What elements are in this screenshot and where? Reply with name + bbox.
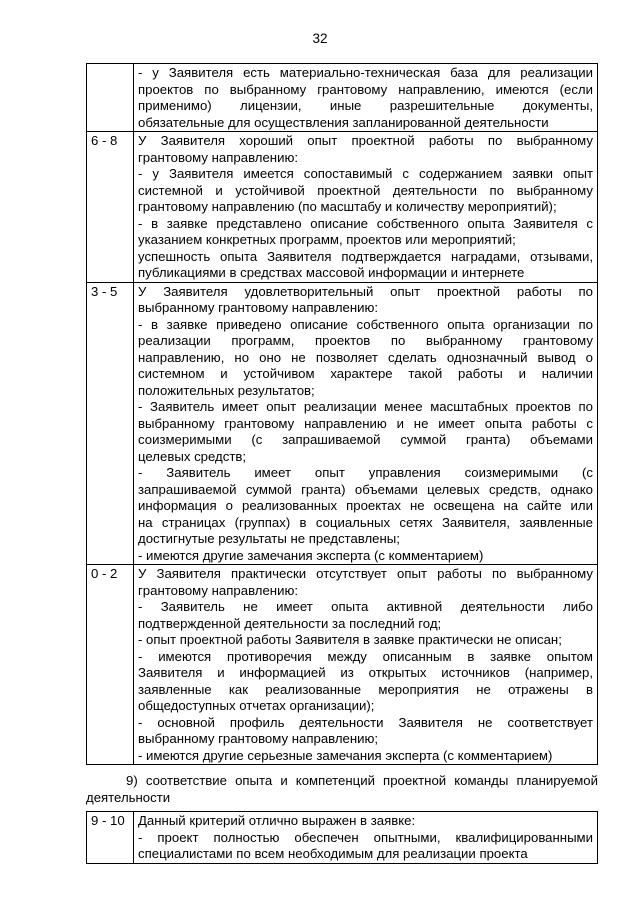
criteria-row — [87, 282, 598, 565]
description-line: проектов по выбранному грантовому направлению, имеются (если — [138, 81, 593, 97]
description-line: применимо) лицензии, иные разрешительные документы, — [138, 98, 593, 113]
description-line: - в заявке приведено описание собственного опыта организации по — [138, 316, 593, 332]
description-line: успешность опыта Заявителя подтверждается наградами, отзывами, — [138, 248, 593, 264]
description-line: направлению, но оно не позволяет сделать однозначный вывод о — [138, 349, 593, 365]
criteria-row — [87, 565, 598, 765]
description-line: соизмеримыми (с запрашиваемой суммой гранта) объемами — [138, 432, 593, 447]
description-line: системном и устойчивом характере такой работы и наличии — [138, 366, 593, 381]
description-line: целевых средств; — [138, 448, 247, 464]
description-line: У Заявителя удовлетворительный опыт проектной работы по — [138, 283, 593, 299]
description-line: публикациями в средствах массовой информации и интернете — [138, 265, 525, 280]
description-line: - проект полностью обеспечен опытными, квалифицированными — [138, 829, 593, 845]
score-range: 6 - 8 — [87, 132, 134, 283]
criteria-description — [134, 565, 598, 765]
description-line: общедоступных отчетах организации); — [138, 698, 375, 713]
description-line: указанием конкретных программ, проектов или мероприятий; — [138, 232, 516, 247]
criteria-description — [134, 812, 598, 864]
description-line: информация о реализованных проектах не освещена на сайте или — [138, 498, 593, 513]
description-line: подтвержденной деятельности за последний год; — [138, 615, 442, 631]
criteria-table — [86, 63, 598, 765]
description-line: выбранному грантовому направлению и не имеет опыта работы с — [138, 415, 593, 431]
description-line: запрашиваемой суммой гранта) объемами целевых средств, однако — [138, 481, 593, 497]
description-line: - имеются другие серьезные замечания эксперта (с комментарием) — [138, 747, 553, 763]
criteria-row — [87, 812, 598, 864]
description-line: положительных результатов; — [138, 382, 315, 398]
score-range: 3 - 5 — [87, 282, 134, 565]
criteria-description — [134, 132, 598, 283]
description-line: - Заявитель не имеет опыта активной деятельности либо — [138, 599, 593, 614]
description-line: - имеются противоречия между описанным в заявке опытом — [138, 648, 593, 664]
paragraph-line: 9) соответствие опыта и компетенций проектной команды планируемой — [126, 773, 598, 788]
page-number: 32 — [312, 31, 328, 46]
description-line: - Заявитель имеет опыт управления соизмеримыми (с — [138, 465, 593, 480]
description-line: Заявителя и информацией из открытых источников (например, — [138, 665, 593, 680]
description-line: грантовому направлению: — [138, 149, 299, 165]
description-line: грантовому направлению: — [138, 582, 299, 598]
paragraph-line: деятельности — [86, 789, 171, 805]
description-line: Данный критерий отлично выражен в заявке: — [138, 813, 416, 828]
description-line: заявленные как реализованные мероприятия не отражены в — [138, 681, 593, 697]
description-line: У Заявителя хороший опыт проектной работы по выбранному — [138, 133, 593, 148]
section-paragraph — [86, 773, 598, 806]
description-line: достигнутые результаты не представлены; — [138, 531, 400, 546]
description-line: специалистами по всем необходимым для реализации проекта — [138, 846, 528, 861]
description-line: реализации программ, проектов по выбранному грантовому — [138, 333, 593, 348]
description-line: - основной профиль деятельности Заявителя не соответствует — [138, 714, 593, 730]
description-line: - в заявке представлено описание собственного опыта Заявителя с — [138, 215, 593, 231]
score-range: 9 - 10 — [87, 812, 134, 864]
description-line: системной и устойчивой проектной деятельности по выбранному — [138, 182, 593, 198]
description-line: - Заявитель имеет опыт реализации менее масштабных проектов по — [138, 399, 593, 414]
score-range: 0 - 2 — [87, 565, 134, 765]
description-line: - у Заявителя есть материально-техническая база для реализации — [138, 65, 593, 80]
description-line: обязательные для осуществления запланированной деятельности — [138, 114, 549, 130]
description-line: - имеются другие замечания эксперта (с комментарием) — [138, 547, 484, 563]
description-line: У Заявителя практически отсутствует опыт работы по выбранному — [138, 566, 593, 581]
description-line: - у Заявителя имеется сопоставимый с содержанием заявки опыт — [138, 166, 593, 181]
description-line: выбранному грантовому направлению; — [138, 731, 379, 746]
criteria-description — [134, 282, 598, 565]
criteria-row — [87, 132, 598, 283]
score-range — [87, 64, 134, 132]
criteria-description — [134, 64, 598, 132]
description-line: - опыт проектной работы Заявителя в заявке практически не описан; — [138, 632, 562, 647]
description-line: на страницах (группах) в социальных сетях Заявителя, заявленные — [138, 514, 593, 530]
criteria-row — [87, 64, 598, 132]
description-line: выбранному грантовому направлению: — [138, 300, 379, 315]
description-line: грантовому направлению (по масштабу и количеству мероприятий); — [138, 199, 557, 214]
criteria-table-continued — [86, 811, 598, 864]
